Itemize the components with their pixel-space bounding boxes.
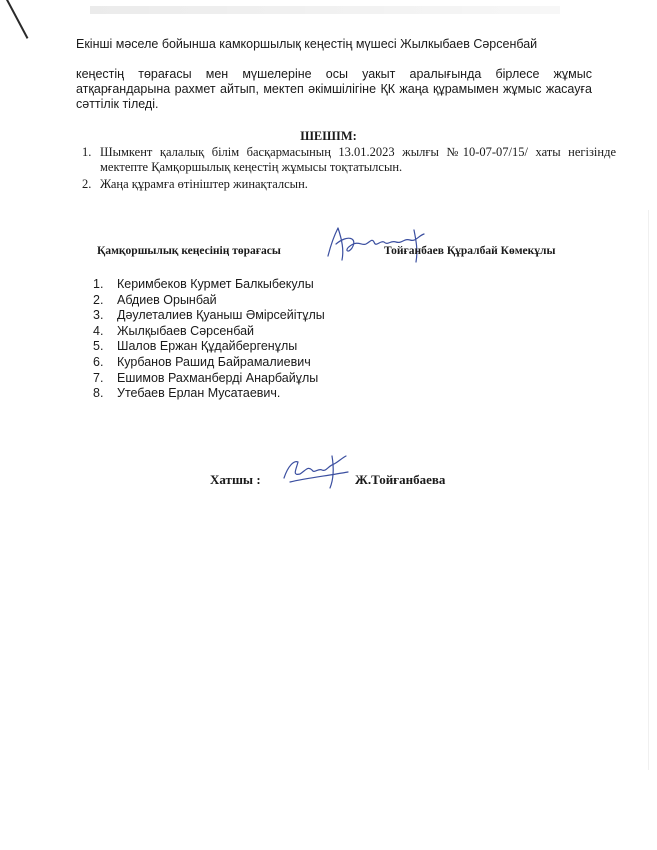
intro-paragraph: кеңестің төрағасы мен мүшелеріне осы уакыт аралығында бірлесе жұмыс атқарғандарына рахмет айтып, мектеп әкімшілігіне ҚК жаңа құрамымен жұмыс жасауға сәттілік тіледі. (76, 67, 592, 111)
member-name: Ешимов Рахманберді Анарбайұлы (117, 370, 319, 385)
member-item (93, 308, 325, 324)
member-item (93, 277, 325, 293)
scan-artifact-band (90, 6, 560, 14)
member-name: Абдиев Орынбай (117, 292, 217, 307)
decision-item-text: Шымкент қалалық білім басқармасының 13.01.2023 жылғы №10-07-07/15/ хаты негізінде мектепте Қамқоршылық кеңестің жұмысы тоқтатылсын. (100, 145, 616, 174)
chair-signature (318, 220, 438, 268)
member-number: 6. (93, 354, 104, 369)
member-item (93, 371, 325, 387)
member-name: Керимбеков Курмет Балкыбекулы (117, 277, 314, 291)
secretary-signature (276, 448, 356, 494)
chair-label: Қамқоршылық кеңесінің төрағасы (97, 245, 281, 257)
member-number: 2. (93, 292, 104, 307)
member-item (93, 386, 325, 402)
chair-name: Тойғанбаев Құралбай Көмекұлы (384, 245, 556, 257)
secretary-name: Ж.Тойғанбаева (355, 472, 446, 487)
decision-item-number: 1. (82, 145, 92, 159)
member-name: Жылқыбаев Сәрсенбай (117, 323, 255, 338)
member-number: 5. (93, 339, 104, 354)
member-name: Дәулеталиев Қуаныш Әмірсейітұлы (117, 308, 325, 323)
scan-artifact-edge (648, 210, 649, 770)
member-number: 4. (93, 323, 104, 338)
members-list (93, 277, 325, 402)
member-name: Курбанов Рашид Байрамалиевич (117, 354, 311, 369)
decision-title: ШЕШІМ: (300, 129, 357, 143)
member-item (93, 339, 325, 355)
scan-artifact-line (6, 0, 28, 39)
intro-line: Екінші мәселе бойынша камкоршылық кеңестің мүшесі Жылкыбаев Сәрсенбай (76, 37, 538, 51)
decision-item (76, 145, 616, 175)
member-name: Утебаев Ерлан Мусатаевич. (117, 386, 281, 401)
secretary-label: Хатшы : (210, 472, 261, 487)
member-number: 8. (93, 386, 104, 401)
decision-list (76, 145, 616, 192)
member-number: 3. (93, 308, 104, 323)
member-item (93, 293, 325, 309)
member-number: 7. (93, 370, 104, 385)
decision-item-number: 2. (82, 177, 92, 191)
member-number: 1. (93, 277, 104, 291)
member-item (93, 355, 325, 371)
decision-item-text: Жаңа құрамға өтініштер жинақталсын. (100, 177, 308, 191)
member-item (93, 324, 325, 340)
member-name: Шалов Ержан Құдайбергенұлы (117, 339, 298, 354)
decision-item (76, 177, 616, 192)
